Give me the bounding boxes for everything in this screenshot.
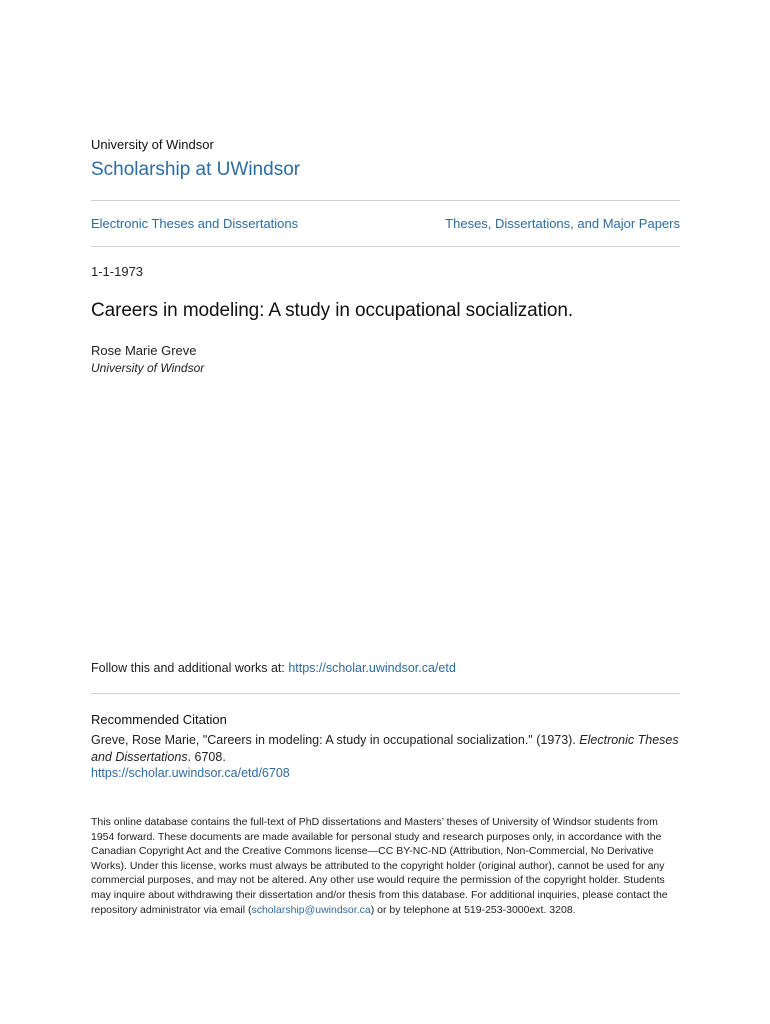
citation-text xyxy=(91,732,680,765)
divider-follow xyxy=(91,693,680,694)
repository-link[interactable]: Scholarship at UWindsor xyxy=(91,159,301,180)
divider-top xyxy=(91,200,680,201)
author-name: Rose Marie Greve xyxy=(91,343,197,358)
author-affiliation: University of Windsor xyxy=(91,361,205,375)
notice-text: This online database contains the full-text of PhD dissertations and Masters’ theses of University of Windsor students from 1954 forward. These documents are made available for personal study and research purposes only, in accordance with the Canadian Copyright Act and the Creative Commons license—CC BY-NC-ND (Attribution, Non-Commercial, No Derivative Works). Under this license, works must always be attributed to the copyright holder (original author), cannot be used for any commercial purposes, and may not be altered. Any other use would require the permission of the copyright holder. Students may inquire about withdrawing their dissertation and/or thesis from this database. For additional inquiries, please contact the repository administrator via email ( xyxy=(91,816,668,916)
citation-body: Greve, Rose Marie, "Careers in modeling: A study in occupational socialization." (1973). xyxy=(91,733,580,747)
citation-url-link[interactable]: https://scholar.uwindsor.ca/etd/6708 xyxy=(91,766,290,780)
nav-link-theses[interactable]: Theses, Dissertations, and Major Papers xyxy=(445,216,680,231)
follow-line xyxy=(91,661,456,675)
citation-series: Electronic Theses and Dissertations xyxy=(91,733,679,764)
cover-page xyxy=(91,0,680,1024)
follow-url-link[interactable]: https://scholar.uwindsor.ca/etd xyxy=(288,661,456,675)
follow-text: Follow this and additional works at: xyxy=(91,661,289,675)
document-title: Careers in modeling: A study in occupational socialization. xyxy=(91,300,574,321)
citation-number: . 6708. xyxy=(187,749,226,764)
institution-name: University of Windsor xyxy=(91,137,214,152)
divider-nav xyxy=(91,246,680,247)
nav-link-etd[interactable]: Electronic Theses and Dissertations xyxy=(91,216,299,231)
publication-date: 1-1-1973 xyxy=(91,264,144,279)
notice-email-link[interactable]: scholarship@uwindsor.ca xyxy=(251,903,371,916)
notice-tail: ) or by telephone at 519-253-3000ext. 3208. xyxy=(370,903,576,916)
citation-heading: Recommended Citation xyxy=(91,712,227,727)
copyright-notice xyxy=(91,815,680,917)
